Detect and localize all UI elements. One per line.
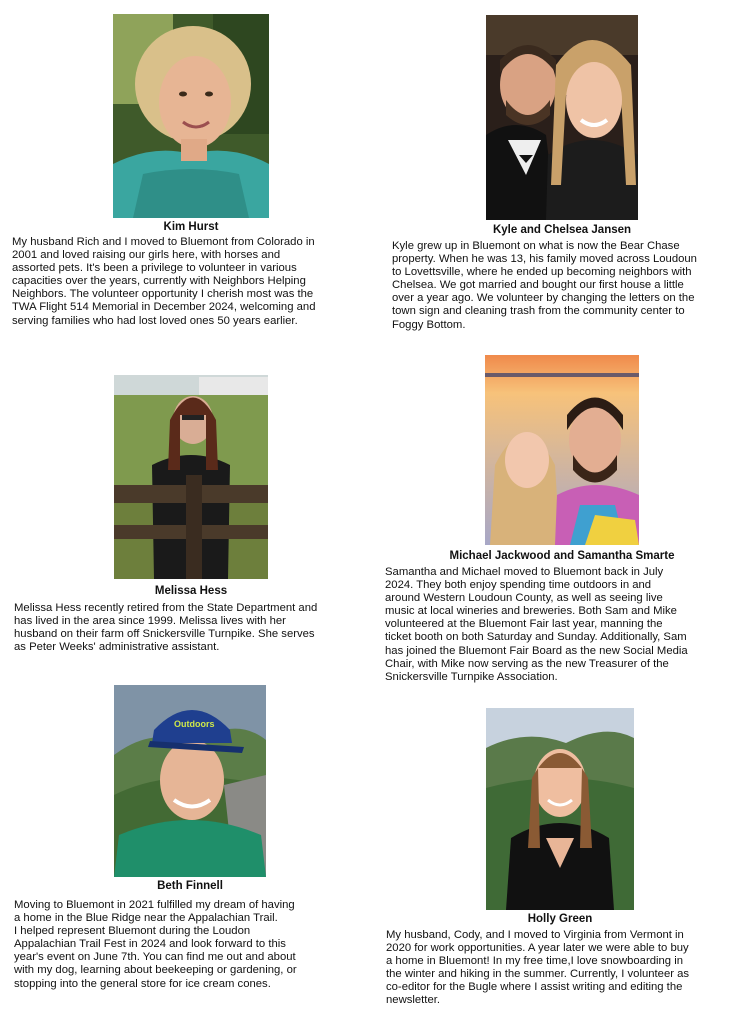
profile-name-kim-hurst: Kim Hurst	[163, 221, 219, 233]
profile-name-beth-finnell: Beth Finnell	[157, 880, 223, 892]
portrait-beth-finnell	[114, 685, 266, 877]
profile-name-kyle-and-chelsea-jansen: Kyle and Chelsea Jansen	[492, 224, 632, 236]
portrait-melissa-hess	[114, 375, 268, 579]
portrait-holly-green	[486, 708, 634, 910]
profile-bio-melissa-hess: Melissa Hess recently retired from the State Department and has lived in the area since 1999. Melissa lives with her husband on their farm off Snickersville Turnpike. She serves as Peter Weeks' administrative assistant.	[14, 602, 318, 654]
profile-name-michael-jackwood-and-samantha-smarte: Michael Jackwood and Samantha Smarte	[449, 550, 675, 562]
cap-logo-text: Outdoors	[174, 719, 215, 729]
profile-bio-kim-hurst: My husband Rich and I moved to Bluemont from Colorado in 2001 and loved raising our girls here, with horses and assorted pets. It's been a privilege to volunteer in various capacities over the years, currently with Neighbors Helping Neighbors. The volunteer opportunity I cherish most was the TWA Flight 514 Memorial in December 2024, welcoming and serving families who had lost loved ones 50 years earlier.	[12, 236, 316, 327]
portrait-kim-hurst	[113, 14, 269, 218]
profile-name-melissa-hess: Melissa Hess	[154, 585, 228, 597]
portrait-michael-jackwood-and-samantha-smarte	[485, 355, 639, 545]
profile-bio-michael-jackwood-and-samantha-smarte: Samantha and Michael moved to Bluemont back in July 2024. They both enjoy spending time outdoors in and around Western Loudoun County, as well as seeing live music at local wineries and breweries. Both Sam and Mike volunteered at the Bluemont Fair last year, manning the ticket booth on both Saturday and Sunday. Additionally, Sam has joined the Bluemont Fair Board as the new Social Media Chair, with Mike now serving as the new Treasurer of the Snickersville Turnpike Association.	[385, 566, 688, 683]
profile-name-holly-green: Holly Green	[527, 913, 593, 925]
profile-bio-holly-green: My husband, Cody, and I moved to Virginia from Vermont in 2020 for work opportunities. A year later we were able to buy a home in Bluemont! In my free time,I love snowboarding in the winter and hiking in the summer. Currently, I volunteer as co-editor for the Bugle where I assist writing and editing the newsletter.	[386, 929, 690, 1007]
portrait-kyle-and-chelsea-jansen	[486, 15, 638, 220]
profile-bio-kyle-and-chelsea-jansen: Kyle grew up in Bluemont on what is now the Bear Chase property. When he was 13, his family moved across Loudoun to Lovettsville, where he ended up becoming neighbors with Chelsea. We got married and bought our first house a little over a year ago. We volunteer by changing the letters on the town sign and cleaning trash from the community center to Foggy Bottom.	[392, 240, 697, 331]
profile-bio-beth-finnell: Moving to Bluemont in 2021 fulfilled my dream of having a home in the Blue Ridge near the Appalachian Trail. I helped represent Bluemont during the Loudon Appalachian Trail Fest in 2024 and look forward to this year's event on June 7th. You can find me out and about with my dog, learning about beekeeping or gardening, or stopping into the general store for ice cream cones.	[14, 899, 297, 990]
